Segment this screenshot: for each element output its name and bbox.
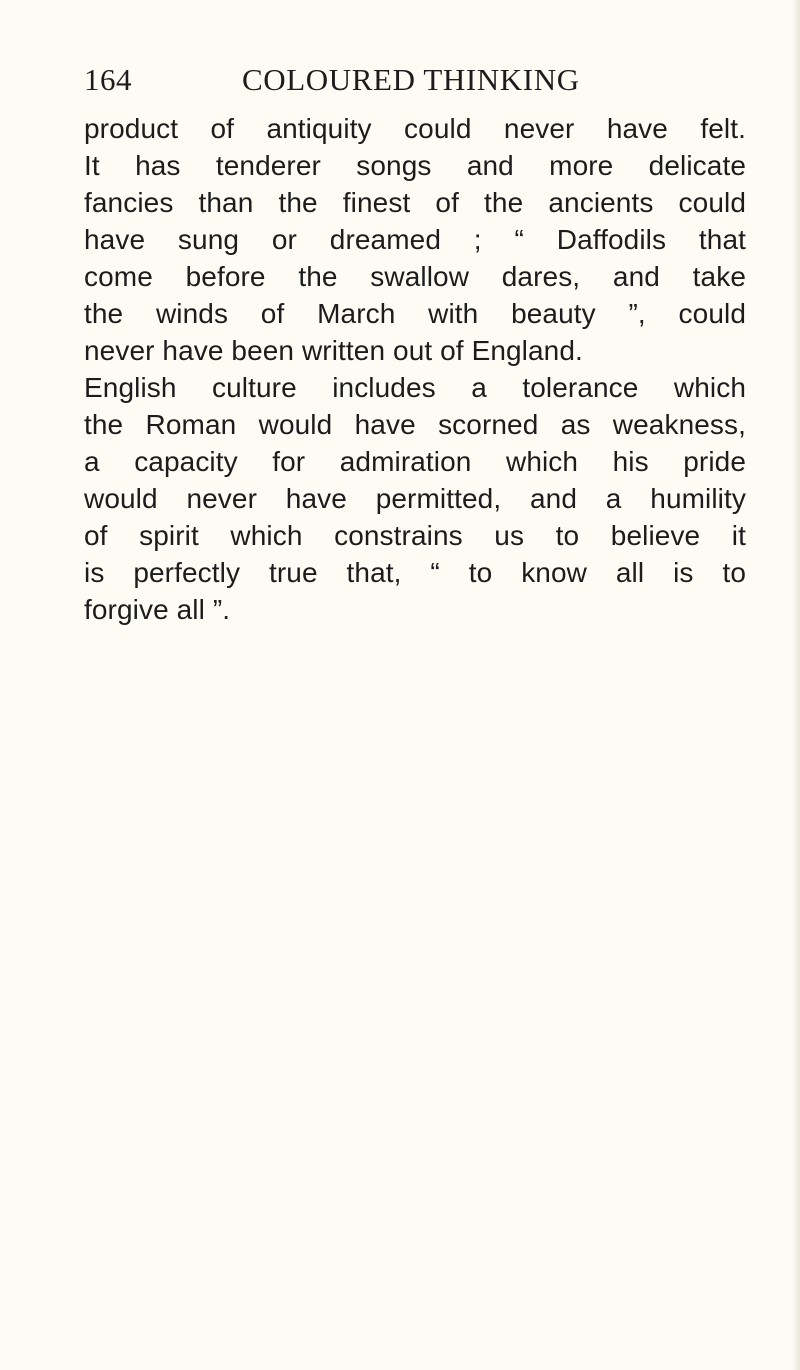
text-line: have sung or dreamed ; “ Daffodils that <box>84 224 746 255</box>
page-number: 164 <box>84 62 132 97</box>
text-line-paragraph-start: English culture includes a tolerance which <box>84 372 746 403</box>
text-line: It has tenderer songs and more delicate <box>84 150 746 181</box>
text-line: the winds of March with beauty ”, could <box>84 298 746 329</box>
text-line: forgive all ”. <box>84 594 231 625</box>
text-line: of spirit which constrains us to believe it <box>84 520 746 551</box>
running-title: COLOURED THINKING <box>242 62 580 97</box>
body-text <box>84 110 746 628</box>
text-line: would never have permitted, and a humility <box>84 483 746 514</box>
text-line: come before the swallow dares, and take <box>84 261 746 292</box>
page-edge-shadow <box>792 0 800 1370</box>
text-line: a capacity for admiration which his pride <box>84 446 746 477</box>
text-line: is perfectly true that, “ to know all is to <box>84 557 746 588</box>
text-line: fancies than the finest of the ancients could <box>84 187 746 218</box>
text-line: never have been written out of England. <box>84 335 583 366</box>
text-line: product of antiquity could never have felt. <box>84 113 746 144</box>
running-head <box>84 62 746 106</box>
text-line: the Roman would have scorned as weakness, <box>84 409 746 440</box>
